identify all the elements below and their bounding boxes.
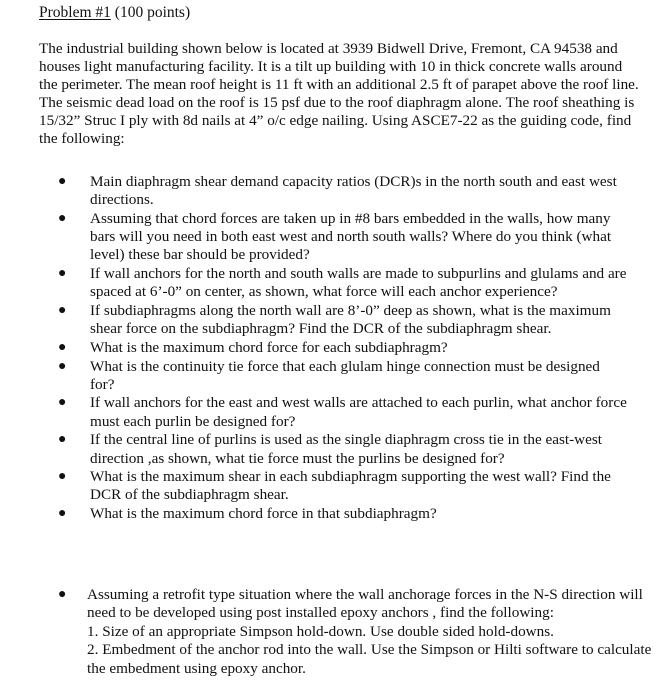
- bullet-icon: ●: [58, 339, 67, 355]
- retrofit-item: 1. Size of an appropriate Simpson hold-down. Use double sided hold-downs.: [87, 622, 554, 640]
- question-item: [58, 505, 628, 523]
- bullet-icon: ●: [58, 174, 67, 189]
- question-text: Assuming that chord forces are taken up in #8 bars embedded in the walls, how many bars will you need in both east west and north south walls? Where do you think (what level) these bar should be provided?: [90, 209, 612, 264]
- bullet-icon: ●: [58, 432, 67, 448]
- bullet-icon: ●: [58, 587, 67, 602]
- question-item: [58, 394, 628, 430]
- problem-title: Problem #1: [39, 4, 111, 21]
- question-item: [58, 302, 628, 338]
- question-text: If wall anchors for the east and west walls are attached to each purlin, what anchor force must each purlin be designed for?: [90, 394, 627, 430]
- question-text: If wall anchors for the north and south walls are made to subpurlins and glulams and are spaced at 6’-0” on center, as shown, what force will each anchor experience?: [90, 265, 627, 301]
- problem-heading: [39, 4, 190, 22]
- bullet-icon: ●: [58, 506, 67, 522]
- bullet-icon: ●: [58, 358, 67, 374]
- bullet-icon: ●: [58, 210, 67, 226]
- retrofit-intro: Assuming a retrofit type situation where the wall anchorage forces in the N-S direction will need to be developed using post installed epoxy anchors , find the following:: [87, 586, 643, 622]
- question-text: What is the continuity tie force that each glulam hinge connection must be designed for?: [90, 357, 600, 393]
- bullet-icon: ●: [58, 469, 67, 485]
- question-item: [58, 265, 628, 301]
- retrofit-item: 2. Embedment of the anchor rod into the wall. Use the Simpson or Hilti software to calculate the embedment using epoxy anchor.: [87, 641, 652, 677]
- question-item: [58, 173, 628, 209]
- question-text: What is the maximum chord force in that subdiaphragm?: [90, 505, 437, 523]
- bullet-icon: ●: [58, 395, 67, 411]
- retrofit-section: [58, 586, 658, 678]
- problem-points: (100 points): [110, 4, 191, 21]
- question-text: What is the maximum chord force for each subdiaphragm?: [90, 338, 448, 356]
- retrofit-intro-row: [58, 586, 658, 623]
- question-text: What is the maximum shear in each subdiaphragm supporting the west wall? Find the DCR of the subdiaphragm shear.: [90, 468, 611, 504]
- question-item: [58, 431, 628, 467]
- question-text: Main diaphragm shear demand capacity ratios (DCR)s in the north south and east west directions.: [90, 173, 617, 209]
- bullet-icon: ●: [58, 266, 67, 282]
- problem-intro: The industrial building shown below is located at 3939 Bidwell Drive, Fremont, CA 94538 and houses light manufacturing facility. It is a tilt up building with 10 in thick concrete walls around the perimeter. The mean roof height is 11 ft with an additional 2.5 ft of parapet above the roof line. The seismic dead load on the roof is 15 psf due to the roof diaphragm alone. The roof sheathing is 15/32” Struc I ply with 8d nails at 4” o/c edge nailing. Using ASCE7-22 as the guiding code, find the following:: [39, 40, 639, 147]
- question-list: [58, 173, 628, 524]
- question-text: If subdiaphragms along the north wall are 8’-0” deep as shown, what is the maximum shear force on the subdiaphragm? Find the DCR of the subdiaphragm shear.: [90, 301, 611, 338]
- bullet-icon: ●: [58, 302, 67, 318]
- question-item: [58, 210, 628, 265]
- question-item: [58, 468, 628, 504]
- question-item: [58, 358, 628, 394]
- question-text: If the central line of purlins is used as the single diaphragm cross tie in the east-west direction ,as shown, what tie force must the purlins be designed for?: [90, 431, 603, 467]
- question-item: [58, 339, 628, 357]
